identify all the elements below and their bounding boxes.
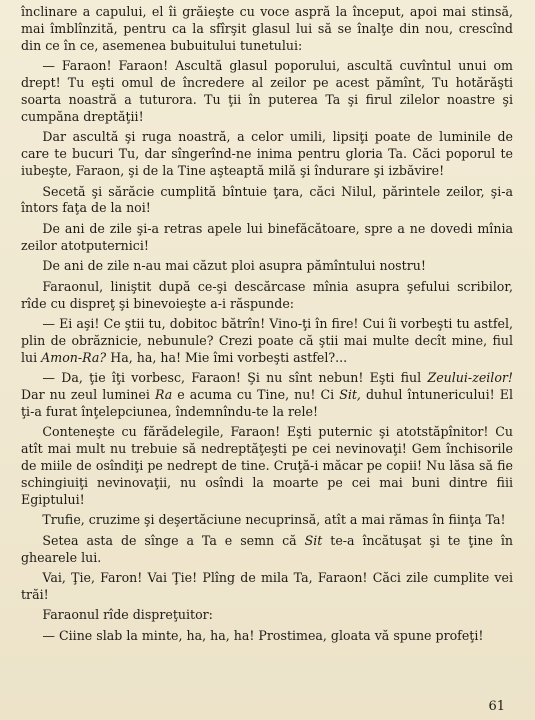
text-run: Dar nu zeul luminei — [21, 387, 155, 403]
italic-text: Sit — [304, 532, 323, 548]
text-run: — Ciine slab la minte, ha, ha, ha! Prostimea, gloata vă spune profeţi! — [42, 627, 484, 643]
text-run: Ha, ha, ha! Mie îmi vorbeşti astfel?... — [106, 349, 348, 365]
paragraph — [21, 628, 513, 645]
text-run: te-a încătuşat şi te ţine în ghearele lui. — [21, 532, 513, 565]
text-run: — Ei aşi! Ce ştii tu, dobitoc bătrîn! Vino-ţi în fire! Cui îi vorbeşti tu astfel, plin de obrăznicie, nebunule? Crezi poate că ştii mai multe decît mine, fiul lui — [21, 315, 513, 365]
text-run: — Faraon! Faraon! Ascultă glasul poporului, ascultă cuvîntul unui om drept! Tu eşti omul de încredere al zeilor pe acest pămînt, Tu hotărăşti soarta noastră a tuturora. Tu ţii în puterea Ta şi firul zilelor noastre şi cumpăna dreptăţii! — [21, 58, 513, 124]
paragraph — [21, 607, 513, 624]
page-number: 61 — [488, 699, 505, 714]
paragraph — [21, 424, 513, 509]
text-run: De ani de zile n-au mai căzut ploi asupra pămîntului nostru! — [42, 258, 426, 274]
text-run: De ani de zile şi-a retras apele lui binefăcătoare, spre a ne dovedi mînia zeilor atotputernici! — [21, 220, 513, 253]
text-run: Trufie, cruzime şi deşertăciune necuprinsă, atît a mai rămas în fiinţa Ta! — [42, 512, 506, 528]
paragraph — [21, 533, 513, 567]
text-run: duhul întunericului! El ţi-a furat înţelepciunea, îndemnîndu-te la rele! — [21, 387, 513, 419]
italic-text: Amon-Ra? — [41, 349, 107, 365]
paragraph — [21, 512, 513, 529]
paragraph — [21, 129, 513, 180]
paragraph — [21, 184, 513, 218]
italic-text: Ra — [154, 387, 173, 403]
text-run: Setea asta de sînge a Ta e semn că — [42, 532, 305, 548]
paragraph — [21, 4, 513, 55]
text-run: Dar ascultă şi ruga noastră, a celor umili, lipsiţi poate de luminile de care te bucuri Tu, dar sîngerînd-ne inima pentru gloria Ta. Căci poporul te iubeşte, Faraon, şi de la Tine aşteaptă milă şi îndurare şi izbăvire! — [21, 129, 513, 179]
paragraph — [21, 316, 513, 367]
text-run: — Da, ţie îţi vorbesc, Faraon! Şi nu sînt nebun! Eşti fiul — [42, 370, 428, 386]
text-run: Vai, Ţie, Faron! Vai Ţie! Plîng de mila Ta, Faraon! Căci zile cumplite vei trăi! — [21, 570, 513, 602]
paragraph — [21, 370, 513, 421]
text-run: Conteneşte cu fărădelegile, Faraon! Eşti puternic şi atotstăpînitor! Cu atît mai mult nu trebuie să nedreptăţeşti pe cei nevinovaţi! Gem închisorile de miile de osîndiţi pe nedrept de tine. Cruţă-i măcar pe copii! Nu lăsa să fie schingiuiţi nevinovaţii, nu osîndi la moarte pe cei mai buni dintre fiii Egiptului! — [21, 424, 513, 507]
paragraph — [21, 258, 513, 275]
paragraph — [21, 570, 513, 604]
text-run: Faraonul, liniştit după ce-şi descărcase mînia asupra şefului scribilor, rîde cu dispreţ şi binevoieşte a-i răspunde: — [21, 278, 513, 311]
paragraph — [21, 58, 513, 126]
page-text-body — [21, 4, 513, 645]
text-run: e acuma cu Tine, nu! Ci — [172, 387, 340, 403]
text-run: Faraonul rîde dispreţuitor: — [42, 607, 213, 623]
italic-text: Sit, — [339, 387, 361, 403]
text-run: Secetă şi sărăcie cumplită bîntuie ţara, căci Nilul, părintele zeilor, şi-a întors faţa de la noi! — [21, 183, 513, 216]
italic-text: Zeului-zeilor! — [427, 370, 513, 386]
paragraph — [21, 221, 513, 255]
paragraph — [21, 279, 513, 313]
text-run: înclinare a capului, el îi grăieşte cu voce aspră la început, apoi mai stinsă, mai îmblînzită, pentru ca la sfîrşit glasul lui să se înalţe din nou, crescînd din ce în ce, asemenea bubuitului tunetului: — [21, 4, 513, 53]
